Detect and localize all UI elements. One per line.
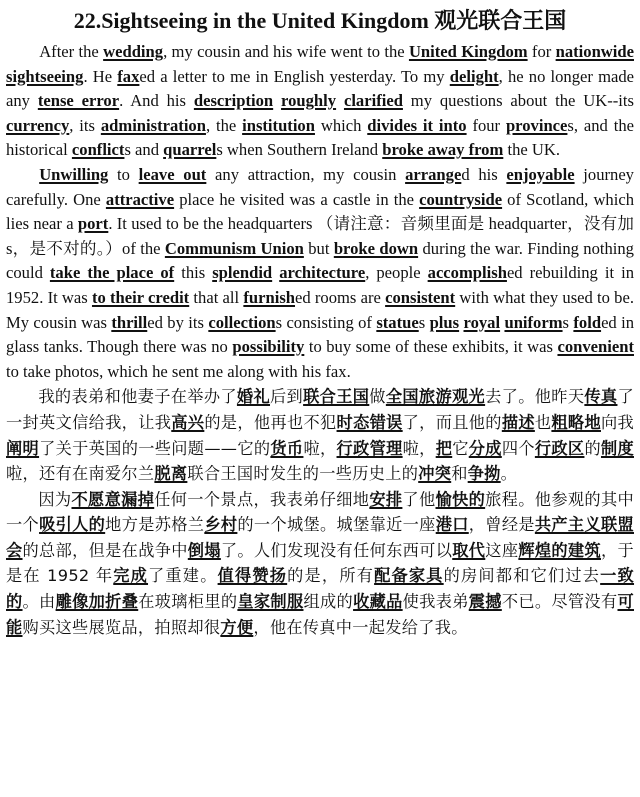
vocabulary-term: institution (242, 115, 315, 135)
text-run: my questions about the UK--its (402, 91, 634, 111)
text-run: 啦，还有在南爱尔兰 (6, 464, 155, 484)
vocabulary-term: currency (6, 115, 70, 135)
text-run: 后到 (270, 387, 304, 407)
text-run: but (303, 238, 334, 258)
text-run: 去了。他昨天 (485, 387, 585, 407)
vocabulary-term: 取代 (452, 540, 486, 560)
vocabulary-term: splendid (212, 263, 273, 283)
text-run: 这座 (485, 540, 519, 560)
vocabulary-term: 震撼 (468, 592, 502, 612)
text-run: s when Southern Ireland (216, 140, 383, 160)
document-body (6, 40, 634, 640)
vocabulary-term: 吸引人的 (39, 515, 106, 535)
text-run: 在玻璃柜里的 (138, 592, 238, 612)
vocabulary-term: 争拗 (467, 464, 501, 484)
vocabulary-term: 乡村 (204, 515, 238, 535)
vocabulary-term: 雕像加折叠 (55, 592, 139, 612)
text-run: 了一封英文信给我，让我 (6, 387, 634, 432)
text-run: s (418, 312, 430, 332)
vocabulary-term: 港口 (435, 515, 469, 535)
vocabulary-term: arrange (405, 164, 462, 184)
text-run: the UK. (503, 140, 560, 160)
text-run (273, 91, 281, 110)
text-run: ，曾经是 (468, 515, 535, 535)
vocabulary-term: fold (573, 312, 602, 332)
vocabulary-term: 行政管理 (336, 438, 403, 458)
page-title: 22.Sightseeing in the United Kingdom 观光联合王国 (73, 8, 567, 33)
text-run: , the (205, 115, 243, 135)
vocabulary-term: 货币 (270, 438, 304, 458)
text-run: 任何一个景点，我表弟仔细地 (154, 489, 370, 509)
text-run: ，于是在 1952 年 (6, 540, 635, 586)
text-run: 了，而且他的 (402, 412, 502, 432)
text-run: s consisting of (275, 312, 377, 332)
vocabulary-term: enjoyable (506, 164, 575, 184)
text-run: ed a letter to me in English yesterday. To my (139, 66, 450, 86)
english-paragraph (6, 40, 634, 163)
text-run: , people (365, 263, 428, 283)
text-run: 它 (452, 438, 469, 458)
text-run: 我的表弟和他妻子在举办了 (38, 387, 237, 407)
text-run: 组成的 (303, 592, 354, 612)
text-run: ed in glass tanks. Though there was no (6, 312, 635, 357)
vocabulary-term: port (77, 214, 109, 234)
text-run: 了他 (402, 489, 436, 509)
vocabulary-term: 传真 (584, 387, 618, 407)
text-run: ，他在传真中一起发给了我。 (253, 617, 468, 637)
text-run: 了。人们发现没有任何东西可以 (220, 540, 453, 560)
vocabulary-term: 值得赞扬 (217, 566, 288, 586)
vocabulary-term: attractive (105, 189, 175, 209)
vocabulary-term: to their credit (91, 287, 190, 307)
vocabulary-term: 制度 (600, 438, 634, 458)
text-run: 地方是苏格兰 (105, 515, 205, 535)
text-run: 四个 (501, 438, 535, 458)
text-run: . And his (119, 91, 194, 111)
text-run: s (562, 312, 574, 332)
text-run: , its (69, 115, 101, 135)
vocabulary-term: 完成 (113, 566, 149, 586)
vocabulary-term: statue (376, 312, 419, 332)
vocabulary-term: delight (449, 66, 499, 86)
vocabulary-term: 分成 (468, 438, 502, 458)
vocabulary-term: 不愿意漏掉 (71, 489, 155, 509)
text-run: s, and the historical (6, 115, 634, 160)
vocabulary-term: consistent (385, 287, 456, 307)
text-run: 和 (451, 464, 468, 484)
vocabulary-term: nationwide (555, 42, 634, 61)
vocabulary-term: 把 (435, 438, 453, 458)
text-run: 啦， (303, 438, 337, 458)
vocabulary-term: roughly (281, 91, 337, 111)
vocabulary-term: 辉煌的建筑 (518, 540, 601, 560)
vocabulary-term: 倒塌 (187, 540, 221, 560)
text-run: 购买这些展览品，拍照却很 (22, 617, 221, 637)
text-run: 不已。尽管没有 (501, 592, 618, 612)
vocabulary-term: conflict (71, 140, 125, 160)
text-run: 了重建。 (148, 566, 218, 586)
vocabulary-term: sightseeing (6, 66, 84, 86)
vocabulary-term: collection (208, 312, 276, 332)
vocabulary-term: 行政区 (534, 438, 585, 458)
vocabulary-term: Communism Union (164, 238, 304, 258)
vocabulary-term: 时态错误 (336, 412, 403, 432)
text-run: 因为 (38, 489, 72, 509)
text-run: with what they used to be. My cousin was (6, 287, 634, 332)
vocabulary-term: 皇家制服 (237, 592, 304, 612)
vocabulary-term: clarified (343, 91, 403, 111)
vocabulary-term: 收藏品 (353, 592, 403, 612)
text-run: during the war. Finding nothing could (6, 238, 634, 283)
vocabulary-term: 粗略地 (551, 412, 601, 432)
vocabulary-term: description (193, 91, 274, 111)
chinese-paragraph (6, 487, 634, 641)
text-run: for (527, 42, 556, 61)
text-run: , he no longer made any (6, 66, 635, 111)
vocabulary-term: uniform (504, 312, 563, 332)
english-paragraph (6, 163, 634, 384)
vocabulary-term: wedding (103, 42, 164, 61)
vocabulary-term: possibility (232, 337, 305, 357)
vocabulary-term: quarrel (163, 140, 217, 160)
text-run: 向我 (600, 412, 634, 432)
text-run: 。由 (22, 592, 56, 612)
vocabulary-term: administration (100, 115, 206, 135)
text-run: 的是，他再也不犯 (204, 412, 337, 432)
vocabulary-term: 配备家具 (374, 566, 444, 586)
text-run: journey carefully. One (6, 164, 634, 209)
vocabulary-term: 联合王国 (303, 387, 370, 407)
vocabulary-term: thrill (111, 312, 148, 332)
text-run: 也 (534, 412, 552, 432)
vocabulary-term: broke away from (382, 140, 504, 160)
text-run: 的房间都和它们过去 (443, 566, 601, 586)
vocabulary-term: 高兴 (171, 412, 205, 432)
vocabulary-term: United Kingdom (408, 42, 528, 61)
text-run: this (174, 263, 213, 283)
vocabulary-term: tense error (37, 91, 120, 111)
vocabulary-term: 一致的 (6, 566, 635, 612)
vocabulary-term: 全国旅游观光 (385, 387, 486, 407)
text-run: ed rebuilding it in 1952. It was (6, 263, 634, 307)
vocabulary-term: 愉快的 (435, 489, 486, 509)
text-run: 。 (500, 464, 518, 484)
text-run: 联合王国时发生的一些历史上的 (187, 464, 419, 484)
text-run: which (314, 115, 368, 135)
vocabulary-term: furnish (243, 287, 296, 307)
text-run: 做 (369, 387, 386, 407)
text-run: 的总部，但是在战争中 (22, 540, 188, 560)
text-run: After the (39, 42, 104, 61)
text-run: that all (189, 287, 244, 307)
vocabulary-term: 脱离 (154, 464, 188, 484)
text-run: 使我表弟 (402, 592, 469, 612)
text-run: ed rooms are (295, 287, 386, 307)
text-run: of Scotland, which lies near a (6, 189, 634, 234)
text-run: 了关于英国的一些问题——它的 (39, 438, 271, 458)
text-run: to (108, 164, 139, 184)
text-run: . He (83, 66, 118, 86)
vocabulary-term: 冲突 (418, 464, 452, 484)
text-run: place he visited was a castle in the (174, 189, 420, 209)
text-run: 的一个城堡。城堡靠近一座 (237, 515, 436, 535)
vocabulary-term: divides it into (367, 115, 467, 135)
vocabulary-term: 阐明 (6, 438, 40, 458)
text-run: 啦， (402, 438, 436, 458)
text-run: any attraction, my cousin (206, 164, 406, 184)
vocabulary-term: convenient (557, 337, 634, 357)
vocabulary-term: 安排 (369, 489, 403, 509)
vocabulary-term: fax (117, 66, 140, 86)
vocabulary-term: province (505, 115, 568, 135)
text-run (336, 91, 344, 110)
vocabulary-term: Unwilling (39, 164, 109, 184)
text-run: to take photos, which he sent me along with his fax. (6, 361, 351, 381)
vocabulary-term: 婚礼 (236, 387, 271, 407)
vocabulary-term: 方便 (220, 617, 254, 637)
text-run: 旅程。他参观的其中一个 (6, 489, 634, 535)
text-run: s and (124, 140, 164, 160)
vocabulary-term: leave out (138, 164, 207, 184)
vocabulary-term: 描述 (501, 412, 535, 432)
vocabulary-term: royal (463, 312, 501, 332)
text-run: ed by its (147, 312, 209, 332)
vocabulary-term: 共产主义联盟会 (6, 515, 634, 560)
text-run: , my cousin and his wife went to the (163, 42, 409, 61)
vocabulary-term: countryside (419, 189, 503, 209)
vocabulary-term: take the place of (49, 263, 175, 283)
text-run: d his (461, 164, 507, 184)
text-run: 的 (584, 438, 601, 458)
vocabulary-term: architecture (279, 263, 366, 283)
text-run: 的是，所有 (287, 566, 375, 586)
text-run: to buy some of these exhibits, it was (304, 337, 558, 357)
vocabulary-term: plus (429, 312, 460, 332)
vocabulary-term: 可能 (6, 592, 634, 637)
chinese-paragraph (6, 384, 634, 486)
vocabulary-term: accomplish (427, 263, 507, 283)
text-run: four (466, 115, 506, 135)
vocabulary-term: broke down (333, 238, 419, 258)
text-run: . It used to be the headquarters （请注意：音频里面是 headquarter，没有加 s，是不对的。）of the (6, 214, 634, 258)
